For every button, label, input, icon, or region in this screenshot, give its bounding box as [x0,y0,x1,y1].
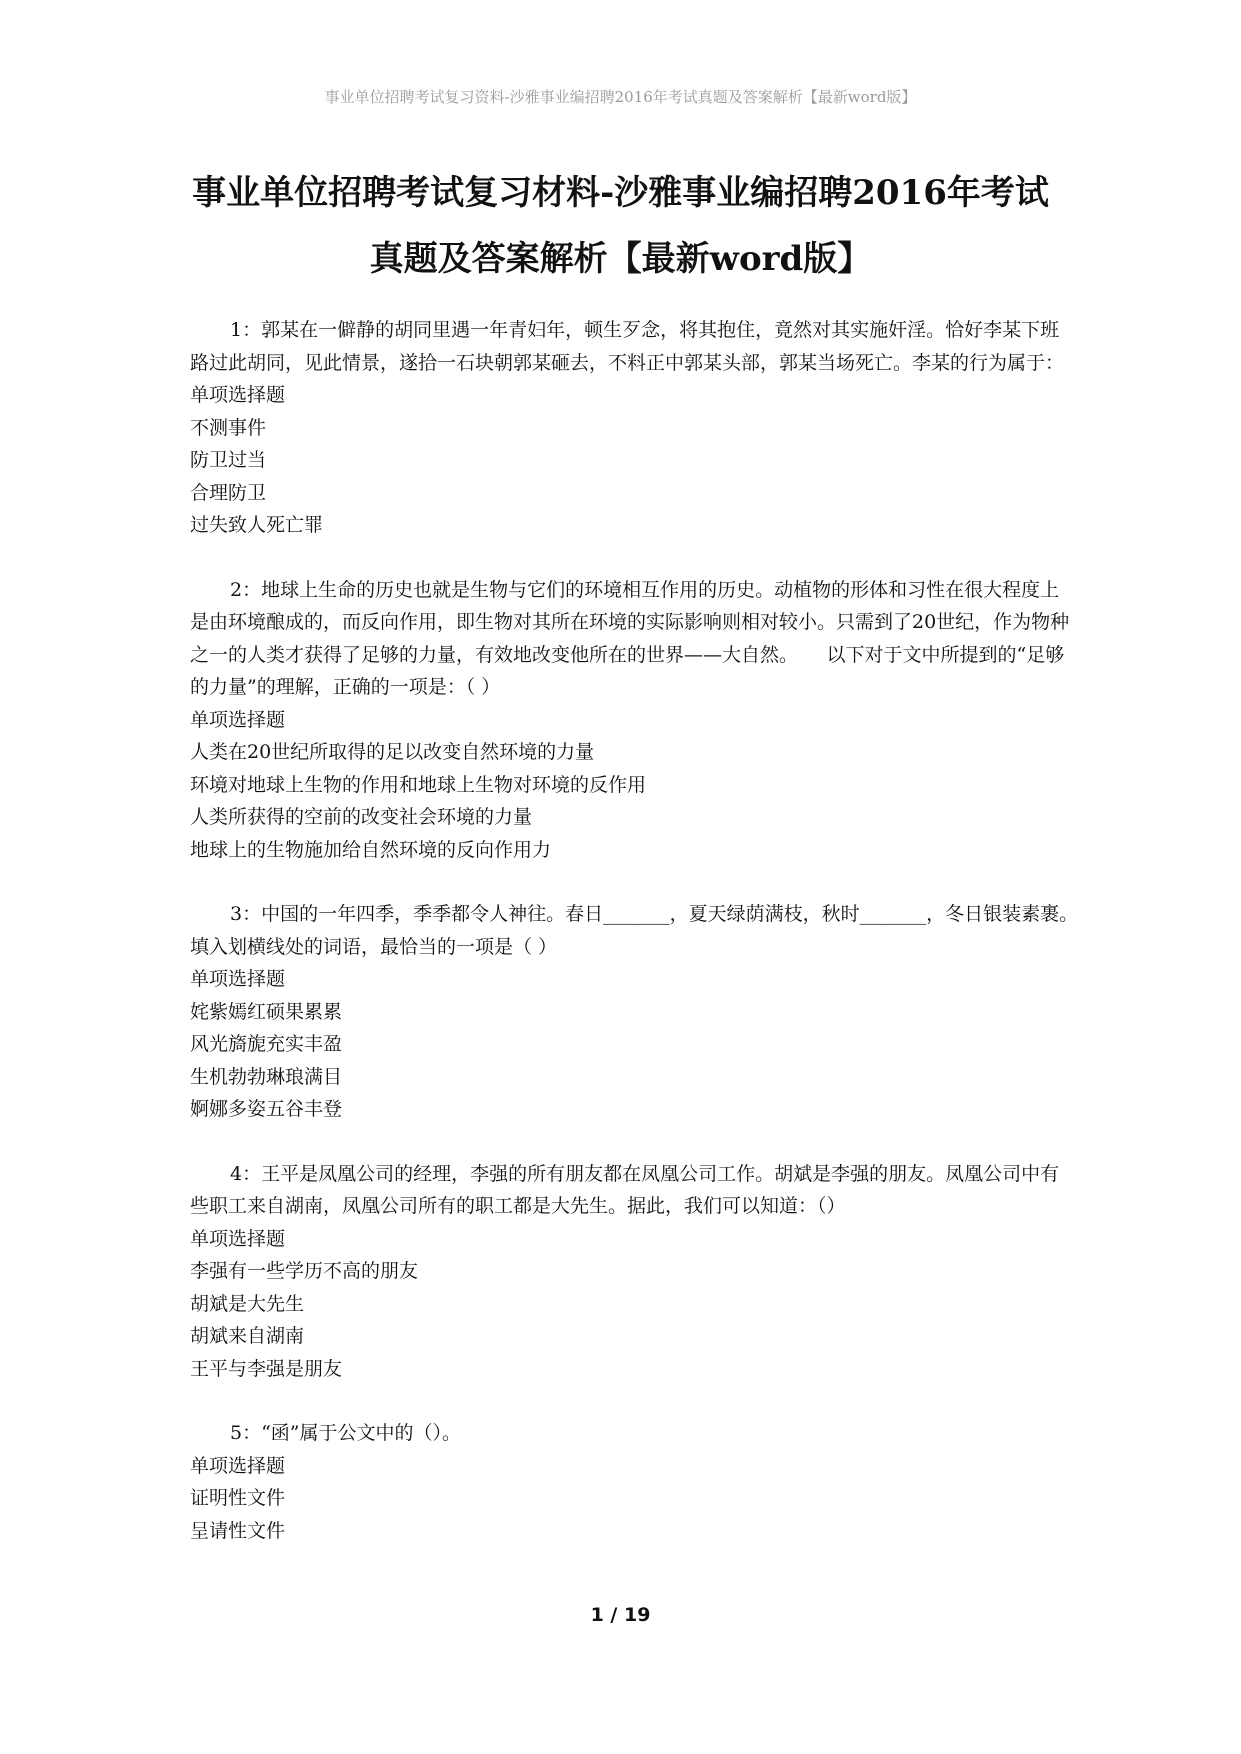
option: 地球上的生物施加给自然环境的反向作用力 [190,838,552,861]
question-text: 3：中国的一年四季，季季都令人神往。春日_______，夏天绿荫满枝，秋时_______，冬日银装素裹。 填入划横线处的词语，最恰当的一项是（ ） [190,903,1107,958]
question-4 [190,1158,1070,1386]
option: 证明性文件 [190,1487,286,1509]
question-list [190,314,1107,1579]
question-5 [190,1417,1070,1547]
option: 李强有一些学历不高的朋友 [190,1260,419,1282]
document-title [140,160,1101,292]
option: 人类在20世纪所取得的足以改变自然环境的力量 [190,741,595,763]
option: 环境对地球上生物的作用和地球上生物对环境的反作用 [190,773,647,796]
question-type: 单项选择题 [190,968,286,990]
option: 人类所获得的空前的改变社会环境的力量 [190,806,533,828]
question-type: 单项选择题 [190,1454,286,1477]
option: 合理防卫 [190,481,267,504]
option: 风光旖旎充实丰盈 [190,1033,343,1055]
option: 姹紫嫣红硕果累累 [190,1000,343,1023]
option: 呈请性文件 [190,1519,286,1542]
question-type: 单项选择题 [190,1227,286,1250]
option: 防卫过当 [190,449,267,471]
question-text: 4：王平是凤凰公司的经理，李强的所有朋友都在凤凰公司工作。胡斌是李强的朋友。凤凰公司中有些职工来自湖南，凤凰公司所有的职工都是大先生。据此，我们可以知道：（） [190,1162,1060,1217]
option: 王平与李强是朋友 [190,1357,343,1380]
option: 不测事件 [190,416,267,439]
title-line-1: 事业单位招聘考试复习材料-沙雅事业编招聘2016年考试 [192,173,1049,213]
question-type: 单项选择题 [190,708,286,731]
option: 婀娜多姿五谷丰登 [190,1098,343,1120]
option: 胡斌是大先生 [190,1292,305,1315]
question-3 [190,898,1107,1126]
question-1 [190,314,1070,542]
question-text: 2：地球上生命的历史也就是生物与它们的环境相互作用的历史。动植物的形体和习性在很大程度上是由环境酿成的，而反向作用，即生物对其所在环境的实际影响则相对较小。只需到了20世纪，作为物种之一的人类才获得了足够的力量，有效地改变他所在的世界——大自然。 以下对于文中所提到的“足够的力量”的理解，正确的一项是：（ ） [190,578,1070,698]
option: 过失致人死亡罪 [190,514,324,536]
page-number: 1 / 19 [590,1604,651,1626]
option: 胡斌来自湖南 [190,1325,305,1347]
option: 生机勃勃琳琅满目 [190,1065,343,1088]
title-line-2: 真题及答案解析【最新word版】 [369,239,872,279]
running-header: 事业单位招聘考试复习资料-沙雅事业编招聘2016年考试真题及答案解析【最新word版】 [324,88,917,106]
question-text: 1：郭某在一僻静的胡同里遇一年青妇年，顿生歹念，将其抱住，竟然对其实施奸淫。恰好李某下班路过此胡同，见此情景，遂拾一石块朝郭某砸去，不料正中郭某头部，郭某当场死亡。李某的行为属于： [190,319,1065,374]
question-text: 5：“函”属于公文中的（）。 [230,1422,462,1444]
question-2 [190,574,1070,867]
question-type: 单项选择题 [190,384,286,406]
